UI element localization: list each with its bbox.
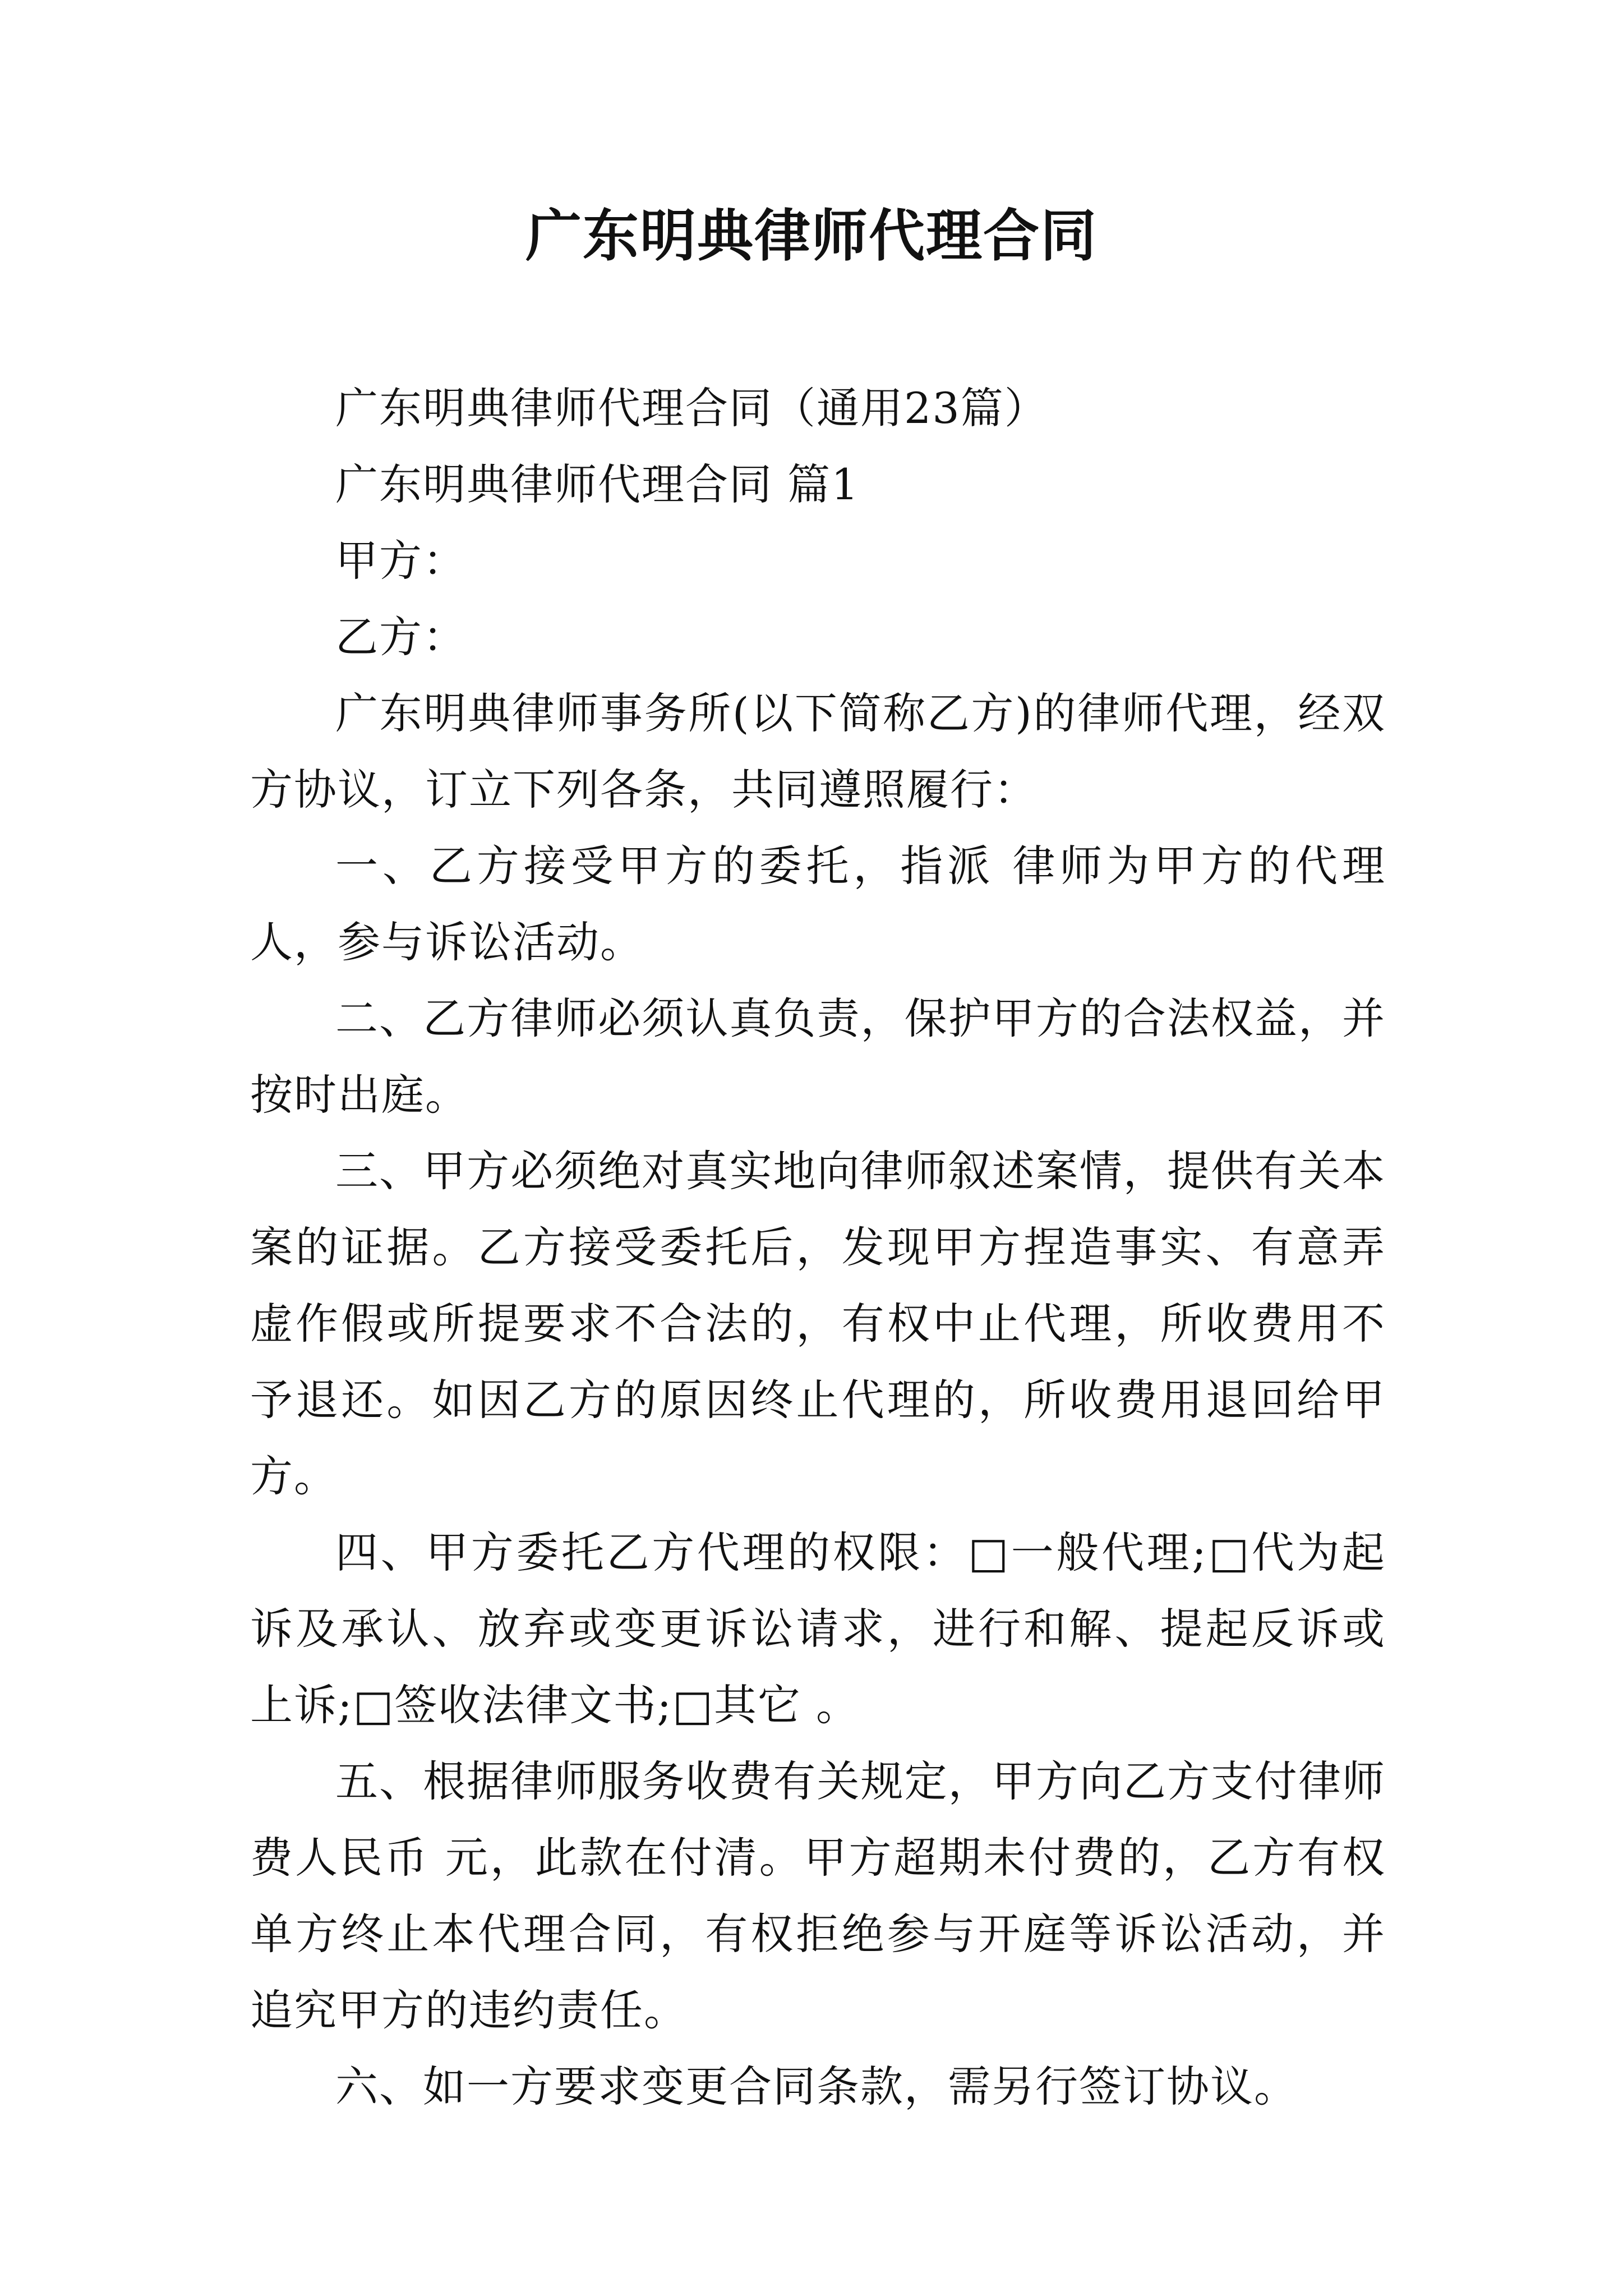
party-a-line: 甲方： [335,536,467,586]
clause-5: 五、根据律师服务收费有关规定，甲方向乙方支付律师费人民币 元，此款在付清。甲方超期未付费的，乙方有权单方终止本代理合同，有权拒绝参与开庭等诉讼活动，并追究甲方的违约责任。 [250,1756,1386,2035]
clause-2: 二、乙方律师必须认真负责，保护甲方的合法权益，并按时出庭。 [250,993,1386,1120]
clause-6: 六、如一方要求变更合同条款，需另行签订协议。 [335,2062,1298,2111]
subtitle-line: 广东明典律师代理合同（通用23篇） [335,383,1048,433]
preamble-paragraph: 广东明典律师事务所(以下简称乙方)的律师代理，经双方协议，订立下列各条，共同遵照履行： [250,688,1386,815]
clause-4: 四、甲方委托乙方代理的权限：□一般代理;□代为起诉及承认、放弃或变更诉讼请求，进行和解、提起反诉或上诉;□签收法律文书;□其它 。 [250,1527,1386,1730]
document-title: 广东明典律师代理合同 [525,203,1098,269]
clause-3: 三、甲方必须绝对真实地向律师叙述案情，提供有关本案的证据。乙方接受委托后，发现甲方捏造事实、有意弄虚作假或所提要求不合法的，有权中止代理，所收费用不予退还。如因乙方的原因终止代理的，所收费用退回给甲方。 [250,1146,1386,1501]
document-body [250,370,1386,2125]
party-b-line: 乙方： [335,612,467,662]
clause-1: 一、乙方接受甲方的委托，指派 律师为甲方的代理人，参与诉讼活动。 [250,841,1386,967]
section-heading: 广东明典律师代理合同 篇1 [335,459,860,509]
